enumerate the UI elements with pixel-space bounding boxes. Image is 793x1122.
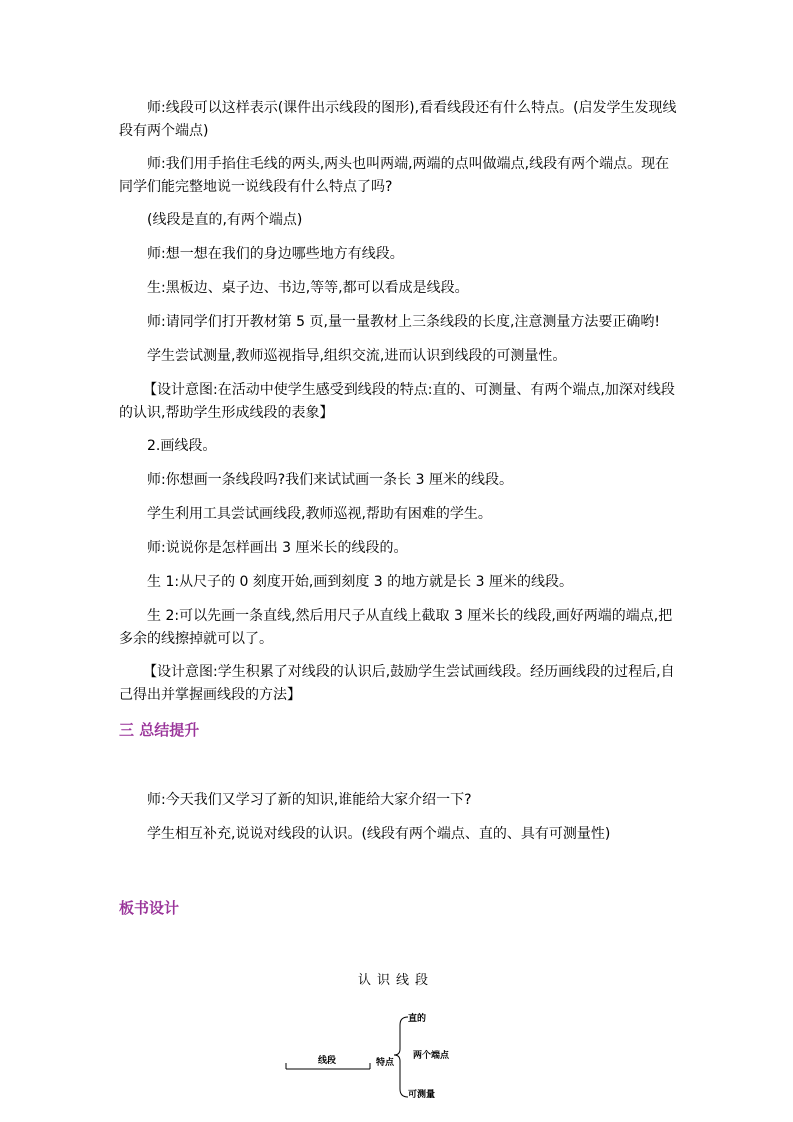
feature-item: 两个端点 [413,1051,450,1061]
paragraph: 师:说说你是怎样画出 3 厘米长的线段的。 [147,540,408,556]
paragraph: 师:我们用手掐住毛线的两头,两头也叫两端,两端的点叫做端点,线段有两个端点。现在同学们能完整地说一说线段有什么特点了吗? [119,156,670,195]
paragraph: 师:请同学们打开教材第 5 页,量一量教材上三条线段的长度,注意测量方法要正确哟! [147,314,661,330]
paragraph: 生 1:从尺子的 0 刻度开始,画到刻度 3 的地方就是长 3 厘米的线段。 [147,574,573,590]
feature-item: 可测量 [408,1090,436,1100]
board-design-heading: 板书设计 [119,899,180,917]
paragraph: 生 2:可以先画一条直线,然后用尺子从直线上截取 3 厘米长的线段,画好两端的端点,把多余的线擦掉就可以了。 [119,608,673,647]
segment-label: 线段 [318,1056,337,1066]
paragraph: 学生尝试测量,教师巡视指导,组织交流,进而认识到线段的可测量性。 [147,348,567,364]
paragraph: (线段是直的,有两个端点) [147,212,303,228]
paragraph: 学生利用工具尝试画线段,教师巡视,帮助有困难的学生。 [147,506,492,522]
paragraph: 师:想一想在我们的身边哪些地方有线段。 [147,246,404,262]
paragraph: 师:你想画一条线段吗?我们来试试画一条长 3 厘米的线段。 [147,472,513,488]
design-intent-note: 【设计意图:在活动中使学生感受到线段的特点:直的、可测量、有两个端点,加深对线段的认识,帮助学生形成线段的表象】 [119,382,675,421]
design-intent-note: 【设计意图:学生积累了对线段的认识后,鼓励学生尝试画线段。经历画线段的过程后,自己得出并掌握画线段的方法】 [119,664,675,703]
brace [394,1017,408,1097]
paragraph: 生:黑板边、桌子边、书边,等等,都可以看成是线段。 [147,280,469,296]
section-heading: 三 总结提升 [119,721,200,739]
board-title: 认识线段 [358,973,435,988]
paragraph: 学生相互补充,说说对线段的认识。(线段有两个端点、直的、具有可测量性) [147,826,611,842]
feature-item: 直的 [408,1014,427,1024]
paragraph: 师:今天我们又学习了新的知识,谁能给大家介绍一下? [147,792,472,808]
paragraph: 师:线段可以这样表示(课件出示线段的图形),看看线段还有什么特点。(启发学生发现线段有两个端点) [119,100,677,139]
subheading: 2.画线段。 [147,438,217,454]
features-label: 特点 [376,1058,395,1068]
board-diagram [280,1005,480,1105]
